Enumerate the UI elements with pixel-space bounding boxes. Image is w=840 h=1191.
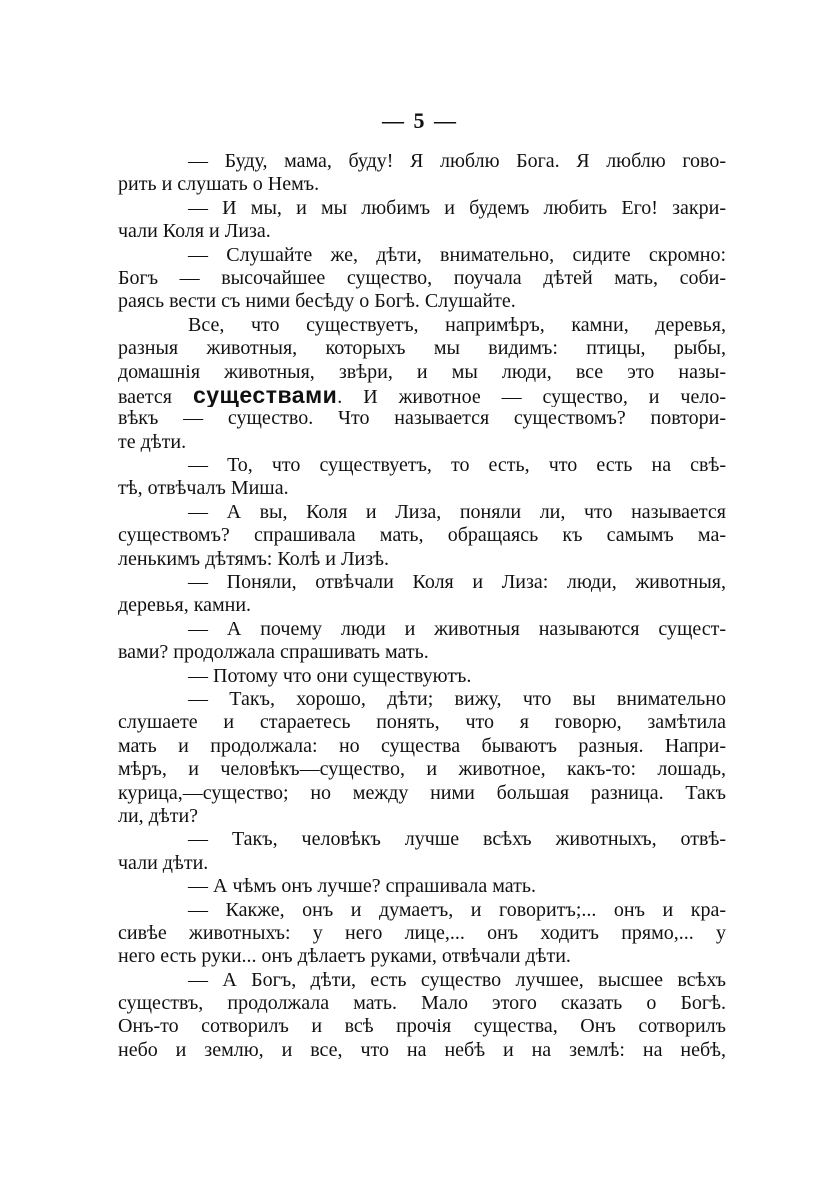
text-line: Онъ-то сотворилъ и всѣ прочія существа, Онъ сотворилъ <box>118 1015 726 1038</box>
text-line: — А почему люди и животныя называются сущест- <box>188 617 726 640</box>
text-line: разныя животныя, которыхъ мы видимъ: птицы, рыбы, <box>118 337 726 360</box>
text-line: мѣръ, и человѣкъ—существо, и животное, какъ-то: лошадь, <box>118 758 726 781</box>
text-line: рить и слушать о Немъ. <box>118 173 320 196</box>
text-line: слушаете и стараетесь понять, что я говорю, замѣтила <box>118 711 726 734</box>
text-line: — Слушайте же, дѣти, внимательно, сидите скромно: <box>188 243 726 266</box>
text-line: домашнія животныя, звѣри, и мы люди, все это назы- <box>118 360 726 383</box>
text-line: — А чѣмъ онъ лучше? спрашивала мать. <box>188 875 536 898</box>
text-line: чали дѣти. <box>118 851 209 874</box>
body-text <box>118 150 726 1062</box>
text-line: деревья, камни. <box>118 594 252 617</box>
text-line: существъ, продолжала мать. Мало этого сказать о Богѣ. <box>118 992 726 1015</box>
text-line <box>118 384 726 407</box>
text-line: курица,—существо; но между ними большая разница. Такъ <box>118 781 726 804</box>
emphasized-term: существами <box>192 383 338 408</box>
text-line: чали Коля и Лиза. <box>118 220 271 243</box>
text-line: — Такъ, человѣкъ лучше всѣхъ животныхъ, отвѣ- <box>188 828 726 851</box>
text-line: вѣкъ — существо. Что называется существомъ? повтори- <box>118 407 726 430</box>
text-line: небо и землю, и все, что на небѣ и на землѣ: на небѣ, <box>118 1038 726 1061</box>
text-line: — Какже, онъ и думаетъ, и говоритъ;... онъ и кра- <box>188 898 726 921</box>
page-number: — 5 — <box>382 108 458 133</box>
text-line: него есть руки... онъ дѣлаетъ руками, отвѣчали дѣти. <box>118 945 571 968</box>
text-line: тѣ, отвѣчалъ Миша. <box>118 477 289 500</box>
text-line: — А Богъ, дѣти, есть существо лучшее, высшее всѣхъ <box>188 968 726 991</box>
text-line: — А вы, Коля и Лиза, поняли ли, что называется <box>188 500 726 523</box>
text-line: — Поняли, отвѣчали Коля и Лиза: люди, животныя, <box>188 571 726 594</box>
text-line: Богъ — высочайшее существо, поучала дѣтей мать, соби- <box>118 266 726 289</box>
text-line: — И мы, и мы любимъ и будемъ любить Его! закри- <box>188 196 726 219</box>
line-text: вается <box>118 385 193 408</box>
text-line: существомъ? спрашивала мать, обращаясь къ самымъ ма- <box>118 524 726 547</box>
text-line: ли, дѣти? <box>118 804 199 827</box>
text-line: те дѣти. <box>118 430 187 453</box>
text-line: ленькимъ дѣтямъ: Колѣ и Лизѣ. <box>118 547 390 570</box>
text-line: сивѣе животныхъ: у него лице,... онъ ходитъ прямо,... у <box>118 921 726 944</box>
line-text: . И животное — существо, и чело- <box>337 385 726 408</box>
text-line: раясь вести съ ними бесѣду о Богѣ. Слушайте. <box>118 290 516 313</box>
text-line: — Такъ, хорошо, дѣти; вижу, что вы внимательно <box>188 687 726 710</box>
text-line: вами? продолжала спрашивать мать. <box>118 641 429 664</box>
text-line: — То, что существуетъ, то есть, что есть на свѣ- <box>188 454 726 477</box>
text-line: — Потому что они существуютъ. <box>188 664 472 687</box>
text-line: мать и продолжала: но существа бываютъ разныя. Напри- <box>118 734 726 757</box>
text-line: Все, что существуетъ, напримѣръ, камни, деревья, <box>188 313 726 336</box>
text-line: — Буду, мама, буду! Я люблю Бога. Я люблю гово- <box>188 150 726 172</box>
